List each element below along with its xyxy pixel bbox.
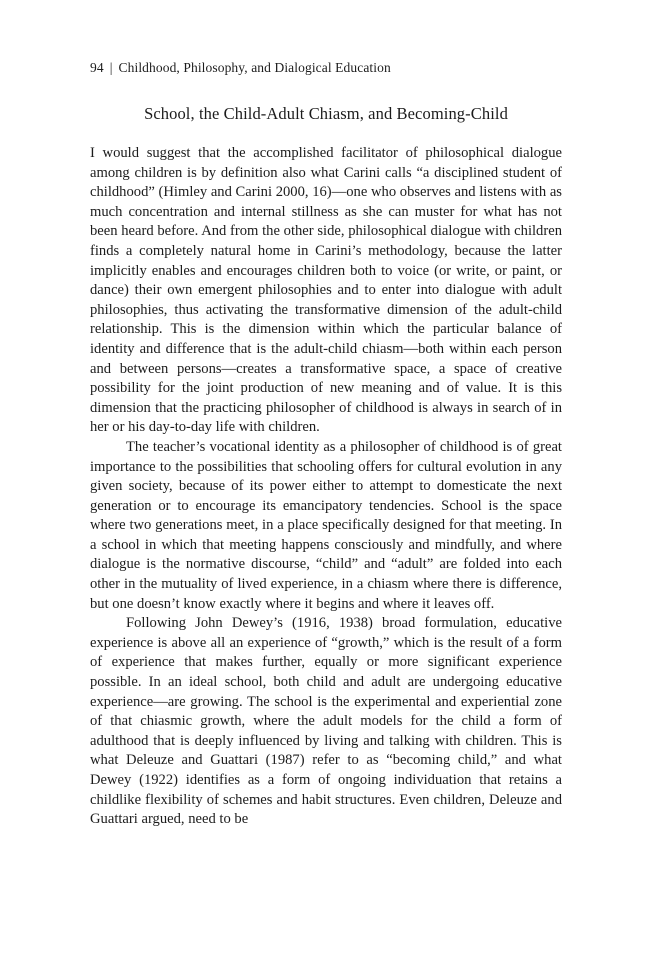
paragraph-1: I would suggest that the accomplished facilitator of philosophical dialogue among children is by definition also what Carini calls “a disciplined student of childhood” (Himley and Carini 2000, 16)—one who observes and listens with as much concentration and internal stillness as she can muster for what has not been heard before. And from the other side, philosophical dialogue with children finds a completely natural home in Carini’s methodology, because the latter implicitly enables and encourages children both to voice (or write, or paint, or dance) their own emergent philosophies and to enter into dialogue with adult philosophies, thus activating the transformative dimension of the adult-child relationship. This is the dimension within which the particular balance of identity and difference that is the adult-child chiasm—both within each person and between persons—creates a transformative space, a space of creative possibility for the joint production of new meaning and of value. It is this dimension that the practicing philosopher of childhood is always in search of in her or his day-to-day life with children.: [90, 145, 562, 436]
page-number: 94: [90, 60, 104, 75]
book-title: Childhood, Philosophy, and Dialogical Education: [118, 60, 391, 75]
header-separator: |: [109, 60, 113, 75]
paragraph-2: The teacher’s vocational identity as a philosopher of childhood is of great importance to the possibilities that schooling offers for cultural evolution in any given society, because of its power either to attempt to domesticate the next generation or to encourage its emancipatory tendencies. School is the space where two generations meet, in a place specifically designed for that meeting. In a school in which that meeting happens consciously and mindfully, and where dialogue is the normative discourse, “child” and “adult” are folded into each other in the mutuality of lived experience, in a chiasm where there is difference, but one doesn’t know exactly where it begins and where it leaves off.: [90, 438, 562, 612]
paragraph-3: Following John Dewey’s (1916, 1938) broad formulation, educative experience is above all an experience of “growth,” which is the result of a form of experience that makes further, equally or more significant experience possible. In an ideal school, both child and adult are undergoing educative experience—are growing. The school is the experimental and experiential zone of that chiasmic growth, where the adult models for the child a form of adulthood that is deeply influenced by living and talking with children. This is what Deleuze and Guattari (1987) refer to as “becoming child,” and what Dewey (1922) identifies as a form of ongoing individuation that retains a childlike flexibility of schemes and habit structures. Even children, Deleuze and Guattari argued, need to be: [90, 615, 562, 828]
running-header: [90, 58, 562, 78]
section-title: School, the Child-Adult Chiasm, and Becoming-Child: [144, 104, 508, 123]
book-page: [90, 58, 562, 830]
body-text: [90, 144, 562, 830]
